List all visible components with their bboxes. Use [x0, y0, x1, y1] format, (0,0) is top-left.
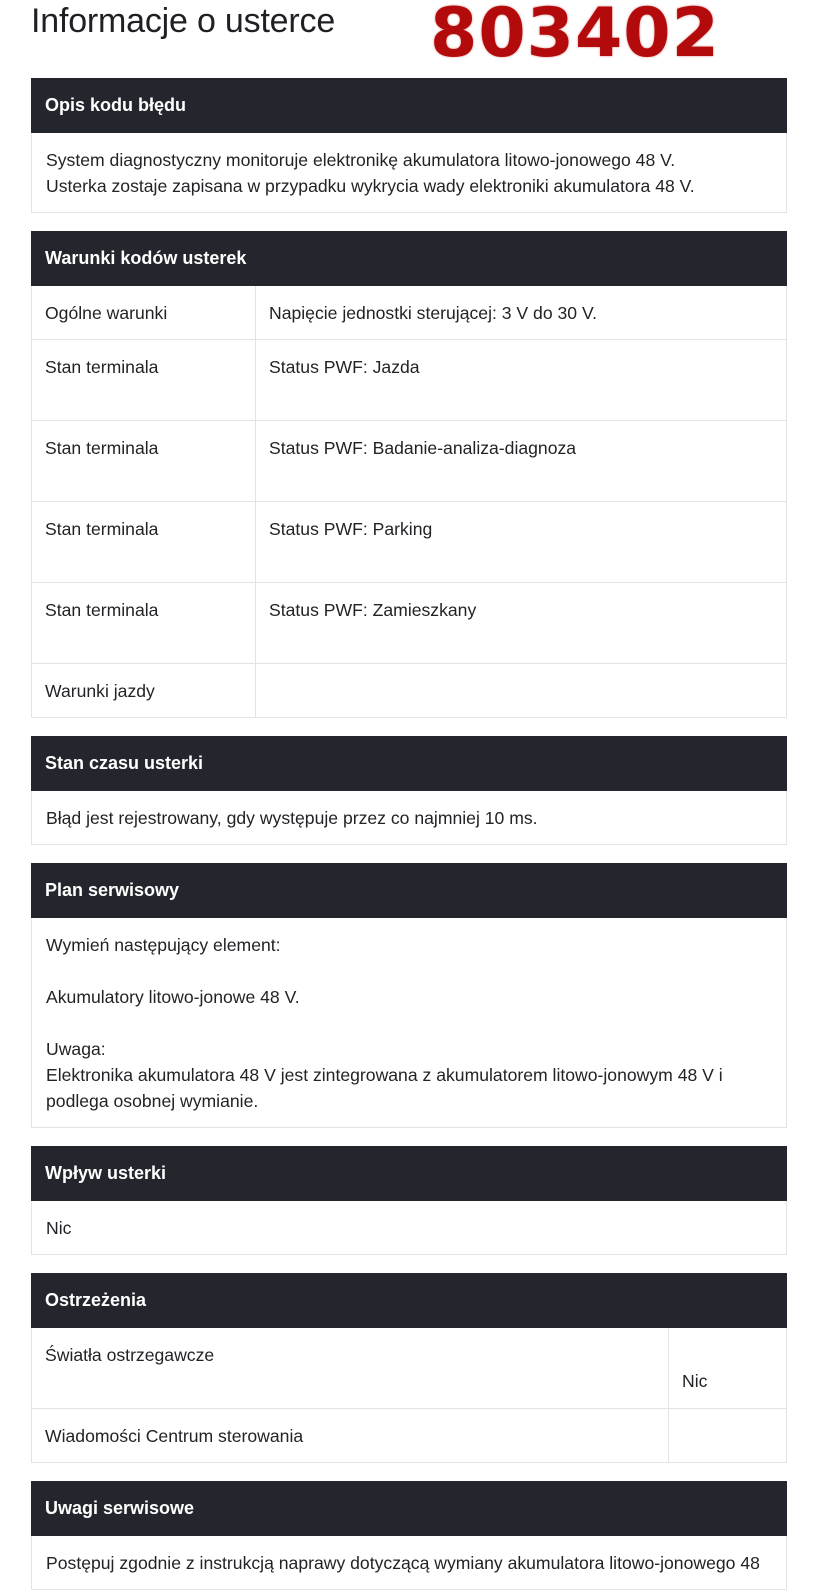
fault-code: 803402 — [430, 0, 720, 73]
warning-label: Wiadomości Centrum sterowania — [32, 1409, 669, 1463]
condition-value: Napięcie jednostki sterującej: 3 V do 30 V. — [256, 286, 787, 340]
section-body — [31, 133, 787, 213]
page-title: Informacje o usterce — [31, 2, 336, 40]
plan-spacer — [46, 1010, 772, 1036]
condition-value: Status PWF: Jazda — [256, 340, 787, 421]
table-row — [32, 664, 787, 718]
condition-value: Status PWF: Parking — [256, 502, 787, 583]
section-heading: Warunki kodów usterek — [31, 231, 787, 286]
impact-text: Nic — [46, 1218, 72, 1238]
table-row — [32, 583, 787, 664]
section-czas — [31, 736, 787, 845]
plan-line: Wymień następujący element: — [46, 935, 281, 955]
section-opis — [31, 78, 787, 213]
section-heading: Stan czasu usterki — [31, 736, 787, 791]
table-row — [32, 502, 787, 583]
description-line: System diagnostyczny monitoruje elektronikę akumulatora litowo-jonowego 48 V. — [46, 150, 676, 170]
table-row — [32, 1328, 787, 1409]
section-uwagi — [31, 1481, 787, 1590]
section-body — [31, 791, 787, 845]
page-header — [0, 0, 832, 78]
table-row — [32, 1409, 787, 1463]
condition-label: Stan terminala — [32, 340, 256, 421]
conditions-table — [31, 286, 787, 718]
section-heading: Ostrzeżenia — [31, 1273, 787, 1328]
section-ostrzezenia — [31, 1273, 787, 1463]
section-plan — [31, 863, 787, 1128]
condition-value — [256, 664, 787, 718]
service-note: Postępuj zgodnie z instrukcją naprawy dotyczącą wymiany akumulatora litowo-jonowego 48 — [46, 1553, 760, 1573]
section-body — [31, 1536, 787, 1590]
plan-line: Akumulatory litowo-jonowe 48 V. — [46, 987, 300, 1007]
section-heading: Uwagi serwisowe — [31, 1481, 787, 1536]
warnings-table — [31, 1328, 787, 1463]
condition-label: Warunki jazdy — [32, 664, 256, 718]
condition-value: Status PWF: Badanie-analiza-diagnoza — [256, 421, 787, 502]
section-wplyw — [31, 1146, 787, 1255]
section-heading: Opis kodu błędu — [31, 78, 787, 133]
condition-value: Status PWF: Zamieszkany — [256, 583, 787, 664]
plan-note-label: Uwaga: — [46, 1039, 106, 1059]
description-line: Usterka zostaje zapisana w przypadku wykrycia wady elektroniki akumulatora 48 V. — [46, 176, 695, 196]
warning-value-cell — [669, 1328, 787, 1409]
section-heading: Wpływ usterki — [31, 1146, 787, 1201]
table-row — [32, 340, 787, 421]
condition-label: Stan terminala — [32, 583, 256, 664]
condition-label: Ogólne warunki — [32, 286, 256, 340]
timing-text: Błąd jest rejestrowany, gdy występuje przez co najmniej 10 ms. — [46, 808, 538, 828]
plan-spacer — [46, 958, 772, 984]
section-warunki — [31, 231, 787, 718]
plan-note: Elektronika akumulatora 48 V jest zintegrowana z akumulatorem litowo-jonowym 48 V i podlega osobnej wymianie. — [46, 1065, 723, 1111]
section-body — [31, 1201, 787, 1255]
condition-label: Stan terminala — [32, 421, 256, 502]
table-row — [32, 286, 787, 340]
section-heading: Plan serwisowy — [31, 863, 787, 918]
table-row — [32, 421, 787, 502]
condition-label: Stan terminala — [32, 502, 256, 583]
section-body — [31, 918, 787, 1128]
warning-value-cell — [669, 1409, 787, 1463]
warning-value: Nic — [682, 1371, 708, 1391]
warning-label: Światła ostrzegawcze — [32, 1328, 669, 1409]
